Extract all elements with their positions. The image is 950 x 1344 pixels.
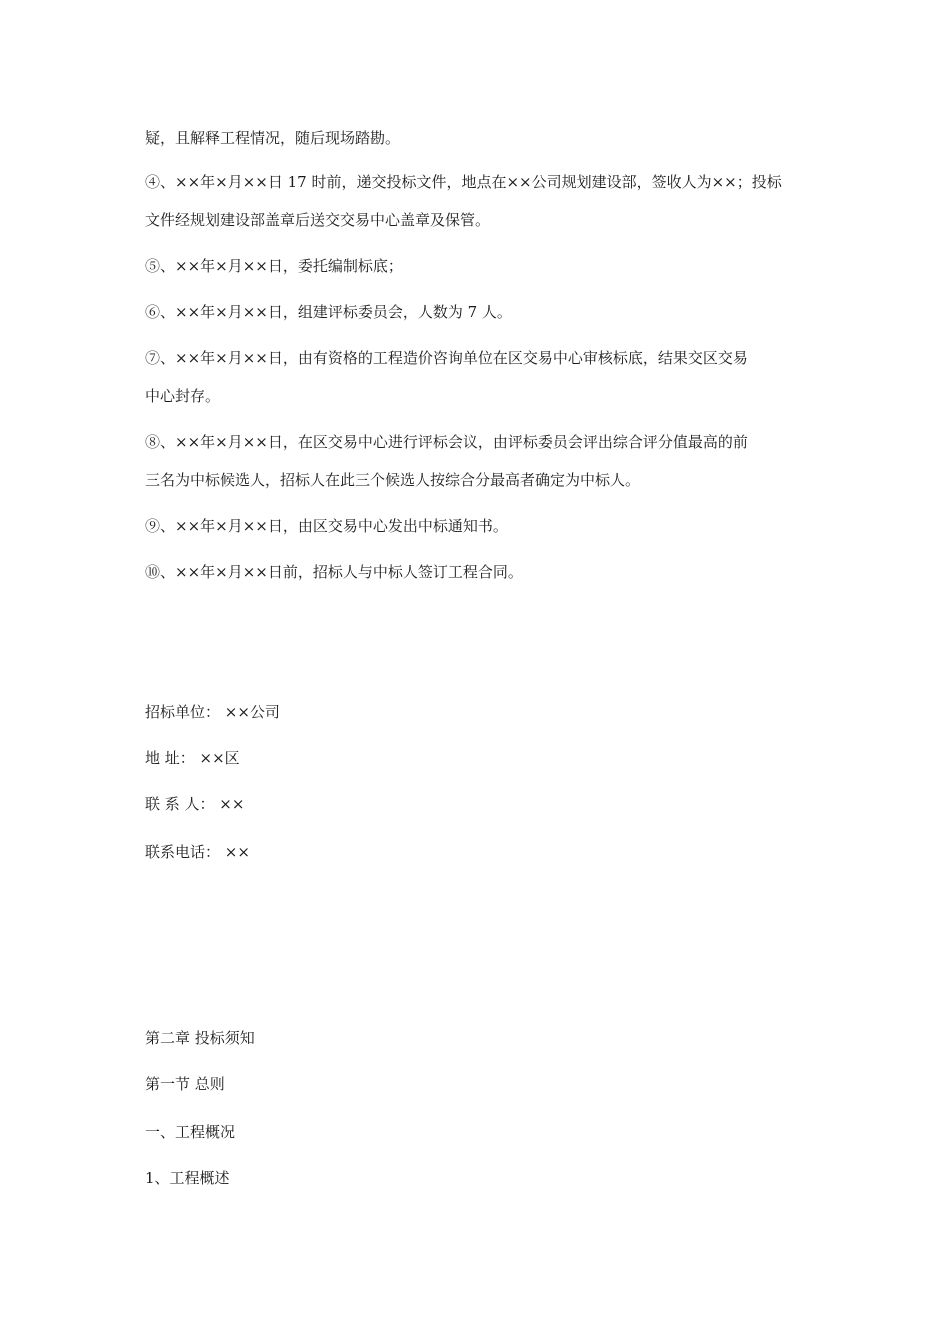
paragraph-line: ⑨、××年×月××日，由区交易中心发出中标通知书。 xyxy=(145,517,508,535)
contact-unit: 招标单位： ××公司 xyxy=(145,703,280,721)
paragraph-line: ⑦、××年×月××日，由有资格的工程造价咨询单位在区交易中心审核标底，结果交区交易 xyxy=(145,349,748,367)
paragraph-line: 疑，且解释工程情况，随后现场踏勘。 xyxy=(145,129,401,147)
paragraph-line: ⑧、××年×月××日，在区交易中心进行评标会议，由评标委员会评出综合评分值最高的前 xyxy=(145,433,748,451)
paragraph-line: 文件经规划建设部盖章后送交交易中心盖章及保管。 xyxy=(145,211,491,229)
chapter-title: 第二章 投标须知 xyxy=(145,1029,255,1047)
paragraph-line: ⑥、××年×月××日，组建评标委员会，人数为 7 人。 xyxy=(145,303,512,321)
paragraph-line: 三名为中标候选人，招标人在此三个候选人按综合分最高者确定为中标人。 xyxy=(145,471,641,489)
contact-address: 地 址： ××区 xyxy=(145,749,240,767)
section-title: 第一节 总则 xyxy=(145,1075,225,1093)
paragraph-line: ⑩、××年×月××日前，招标人与中标人签订工程合同。 xyxy=(145,563,523,581)
contact-phone: 联系电话： ×× xyxy=(145,843,250,861)
paragraph-line: ④、××年×月××日 17 时前，递交投标文件，地点在××公司规划建设部，签收人为××；投标 xyxy=(145,173,782,191)
subsection-title: 一、工程概况 xyxy=(145,1123,236,1141)
contact-person: 联 系 人： ×× xyxy=(145,795,245,813)
paragraph-line: ⑤、××年×月××日，委托编制标底； xyxy=(145,257,403,275)
paragraph-line: 中心封存。 xyxy=(145,387,221,405)
item-title: 1、工程概述 xyxy=(145,1169,230,1187)
